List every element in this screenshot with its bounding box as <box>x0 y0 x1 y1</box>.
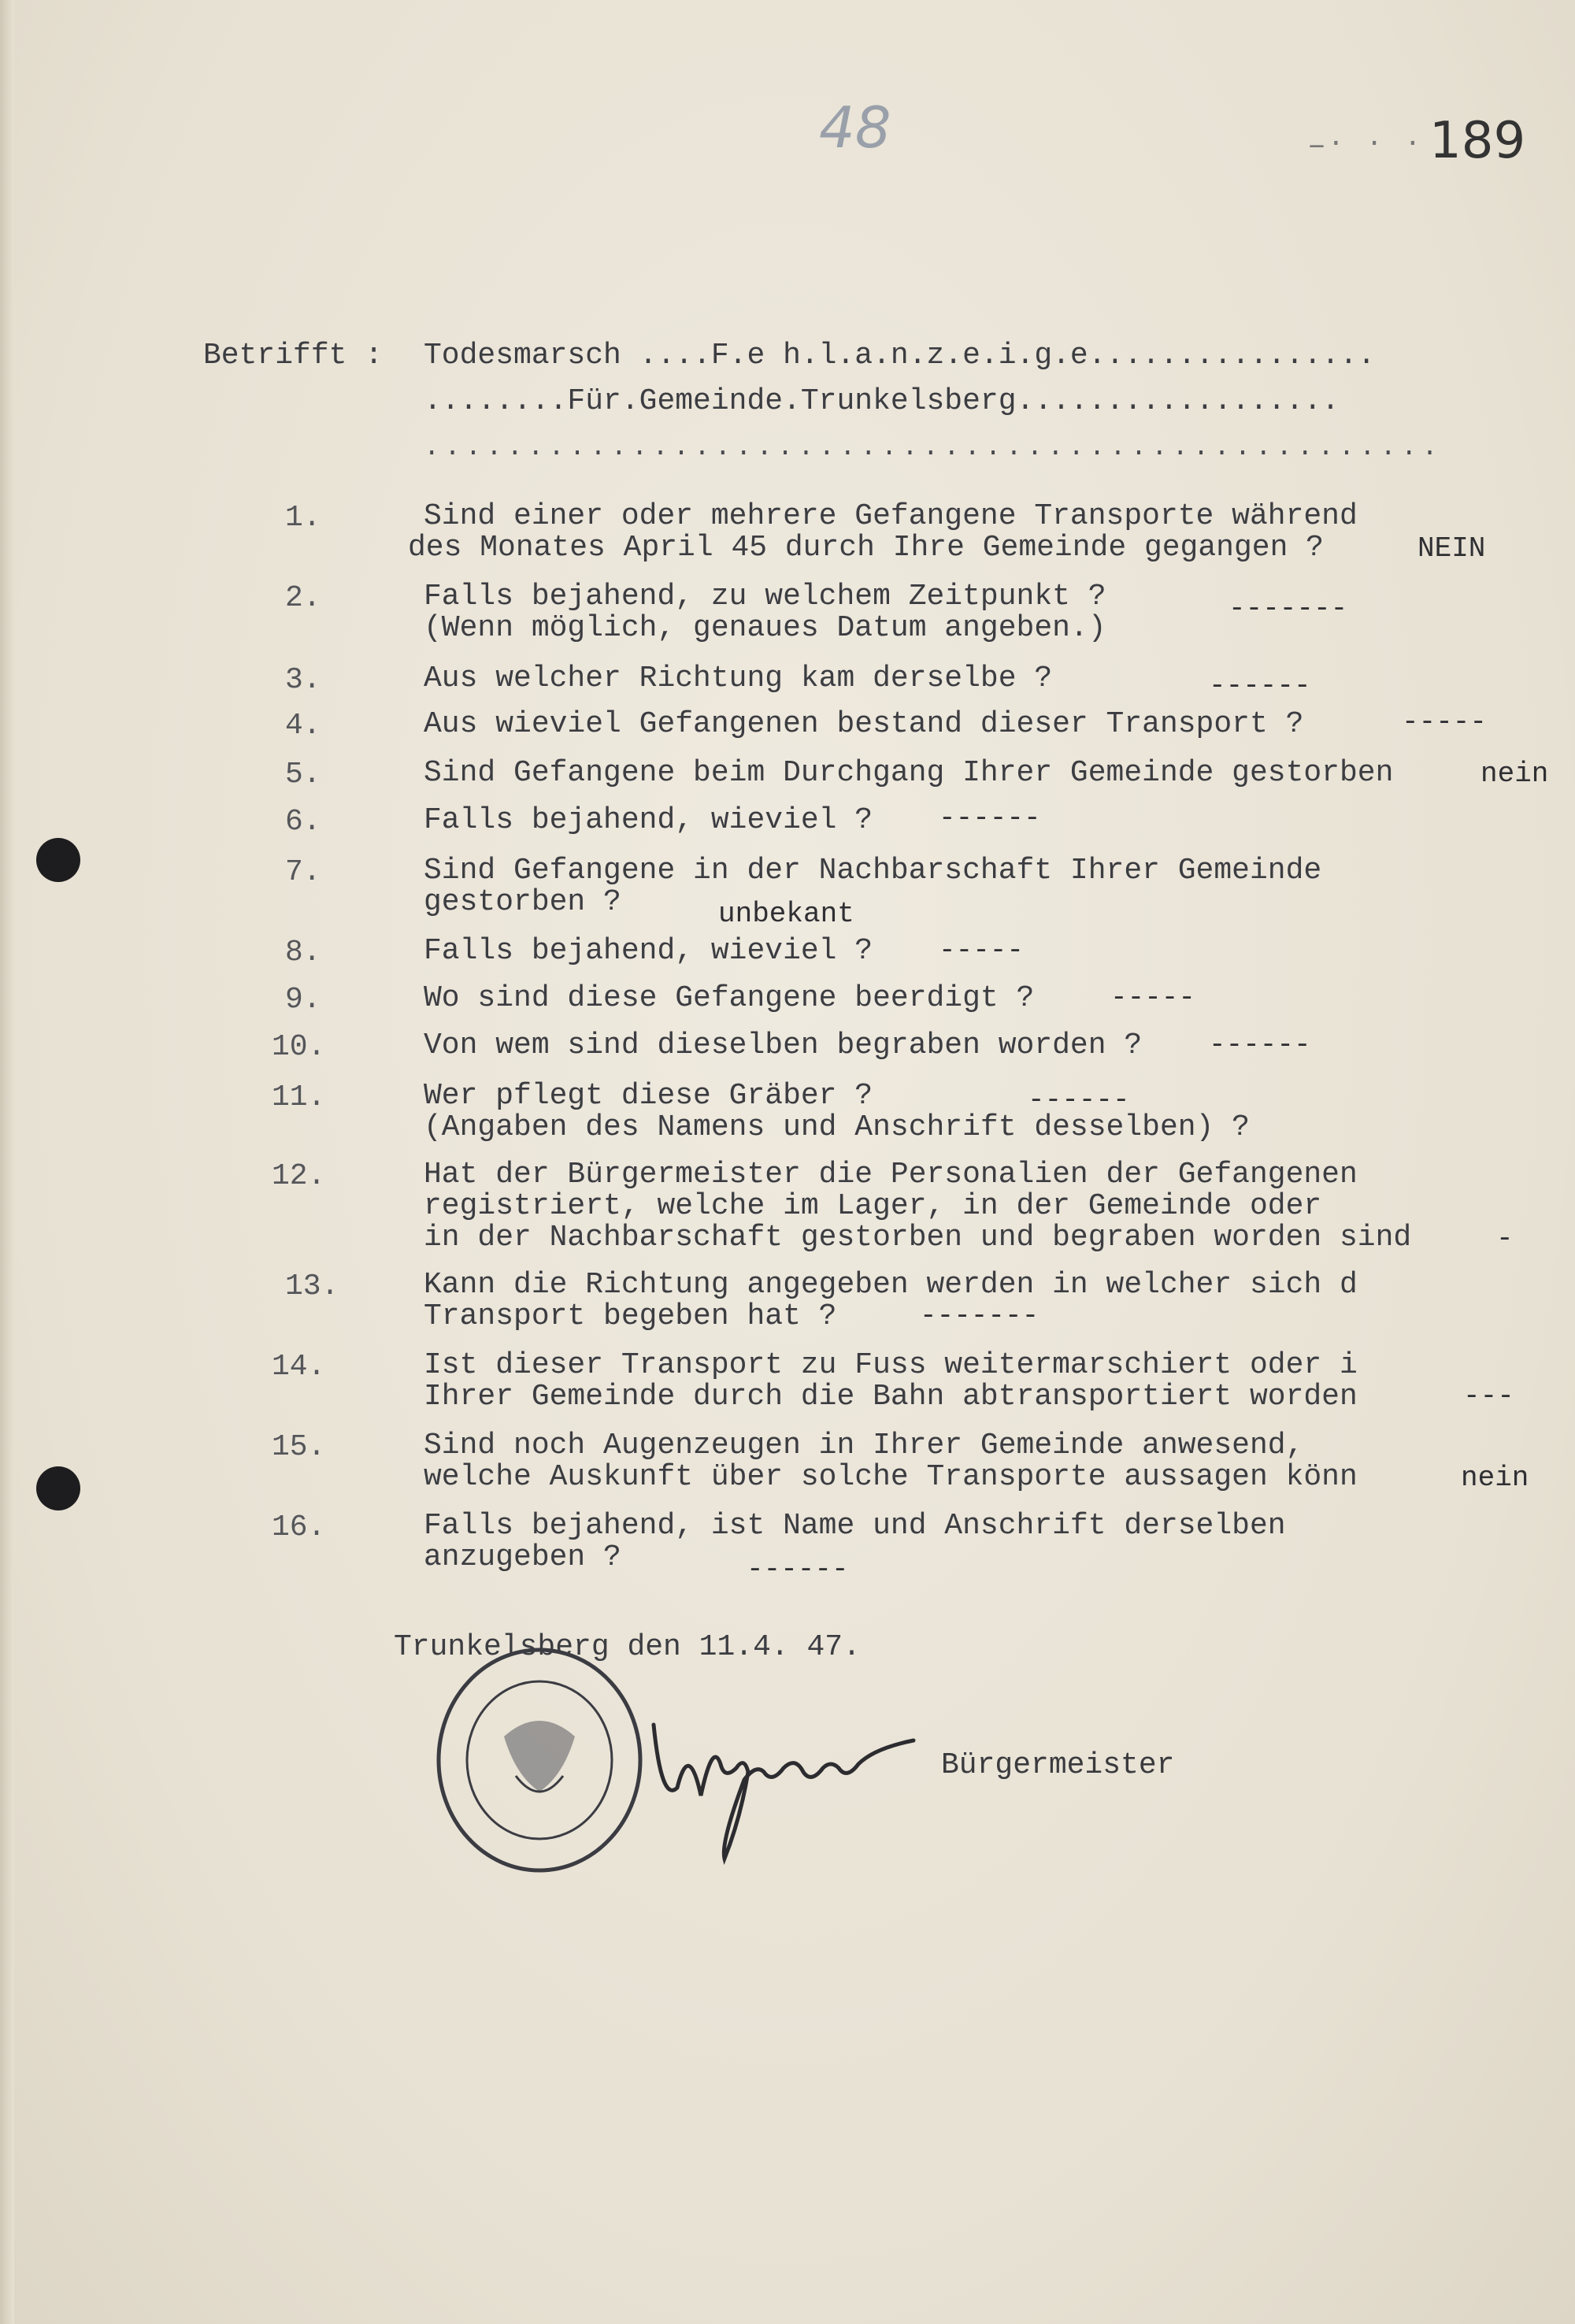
question-line: (Angaben des Namens und Anschrift desselben) ? <box>424 1110 1250 1144</box>
answer: unbekant <box>718 898 854 930</box>
question-number: 15. <box>272 1430 326 1464</box>
answer: ------- <box>1228 592 1348 625</box>
page-edge <box>0 0 14 2324</box>
pencil-mark: 48 <box>819 95 891 161</box>
question-line: Falls bejahend, wieviel ? <box>424 934 873 968</box>
question-line: anzugeben ? <box>424 1540 621 1574</box>
question-line: Wer pflegt diese Gräber ? <box>424 1079 873 1113</box>
page-dash-marks: –‧ ‧ ‧ <box>1307 129 1423 165</box>
answer: ----- <box>1402 706 1488 738</box>
question-number: 12. <box>272 1159 326 1193</box>
mayor-signature <box>646 1693 929 1874</box>
page-number: 189 <box>1429 112 1526 170</box>
question-line: Sind einer oder mehrere Gefangene Transporte während <box>424 499 1358 533</box>
answer: - <box>1496 1222 1514 1255</box>
question-line: (Wenn möglich, genaues Datum angeben.) <box>424 611 1106 645</box>
question-number: 9. <box>285 983 321 1017</box>
question-number: 14. <box>272 1350 326 1384</box>
question-line: Hat der Bürgermeister die Personalien der Gefangenen <box>424 1158 1358 1192</box>
municipal-stamp <box>429 1642 650 1878</box>
header-label: Betrifft : <box>203 339 384 373</box>
answer: ----- <box>1110 981 1196 1014</box>
question-number: 2. <box>285 581 321 615</box>
question-number: 5. <box>285 758 321 791</box>
question-line: Von wem sind dieselben begraben worden ? <box>424 1029 1143 1062</box>
question-line: Falls bejahend, zu welchem Zeitpunkt ? <box>424 580 1106 613</box>
question-line: Falls bejahend, wieviel ? <box>424 803 873 837</box>
question-line: Wo sind diese Gefangene beerdigt ? <box>424 981 1035 1015</box>
question-line: Aus wieviel Gefangenen bestand dieser Transport ? <box>424 707 1304 741</box>
question-line: Ihrer Gemeinde durch die Bahn abtransportiert worden <box>424 1380 1358 1414</box>
question-number: 3. <box>285 663 321 697</box>
question-number: 6. <box>285 805 321 839</box>
question-line: welche Auskunft über solche Transporte aussagen könn <box>424 1460 1358 1494</box>
question-number: 13. <box>285 1269 339 1303</box>
answer: ------- <box>920 1299 1040 1332</box>
answer: ------ <box>1028 1084 1130 1116</box>
question-number: 7. <box>285 855 321 889</box>
question-line: Falls bejahend, ist Name und Anschrift derselben <box>424 1509 1286 1543</box>
question-line: gestorben ? <box>424 885 621 919</box>
answer: ----- <box>939 934 1025 966</box>
header-line-1: Todesmarsch ....F.e h.l.a.n.z.e.i.g.e................ <box>424 339 1376 373</box>
question-line: Ist dieser Transport zu Fuss weitermarschiert oder i <box>424 1348 1358 1382</box>
answer: ------ <box>939 802 1041 834</box>
question-line: Aus welcher Richtung kam derselbe ? <box>424 662 1053 695</box>
answer: nein <box>1461 1462 1529 1494</box>
question-line: Kann die Richtung angegeben werden in welcher sich d <box>424 1268 1358 1302</box>
punch-hole-top <box>36 838 80 882</box>
header-line-3: ................................................. <box>424 433 1443 463</box>
answer: ------ <box>1209 1029 1311 1061</box>
question-number: 11. <box>272 1080 326 1114</box>
question-line: registriert, welche im Lager, in der Gemeinde oder <box>424 1189 1322 1223</box>
question-line: in der Nachbarschaft gestorben und begraben worden sind <box>424 1221 1412 1255</box>
question-line: Sind Gefangene in der Nachbarschaft Ihrer Gemeinde <box>424 854 1322 888</box>
question-number: 16. <box>272 1510 326 1544</box>
place-date: Trunkelsberg den 11.4. 47. <box>394 1630 861 1664</box>
question-number: 4. <box>285 709 321 743</box>
answer: nein <box>1480 758 1549 790</box>
question-number: 8. <box>285 936 321 969</box>
question-number: 1. <box>285 501 321 535</box>
question-line: Sind noch Augenzeugen in Ihrer Gemeinde anwesend, <box>424 1429 1304 1462</box>
answer: NEIN <box>1418 532 1486 565</box>
question-line: Transport begeben hat ? <box>424 1299 837 1333</box>
header-line-2: ........Für.Gemeinde.Trunkelsberg.................. <box>424 384 1340 418</box>
answer: --- <box>1463 1380 1514 1412</box>
question-line: des Monates April 45 durch Ihre Gemeinde gegangen ? <box>408 531 1324 565</box>
question-line: Sind Gefangene beim Durchgang Ihrer Gemeinde gestorben <box>424 756 1394 790</box>
answer: ------ <box>747 1553 849 1585</box>
question-number: 10. <box>272 1030 326 1064</box>
signatory-role: Bürgermeister <box>941 1748 1175 1782</box>
answer: ------ <box>1209 669 1311 702</box>
punch-hole-bottom <box>36 1466 80 1510</box>
